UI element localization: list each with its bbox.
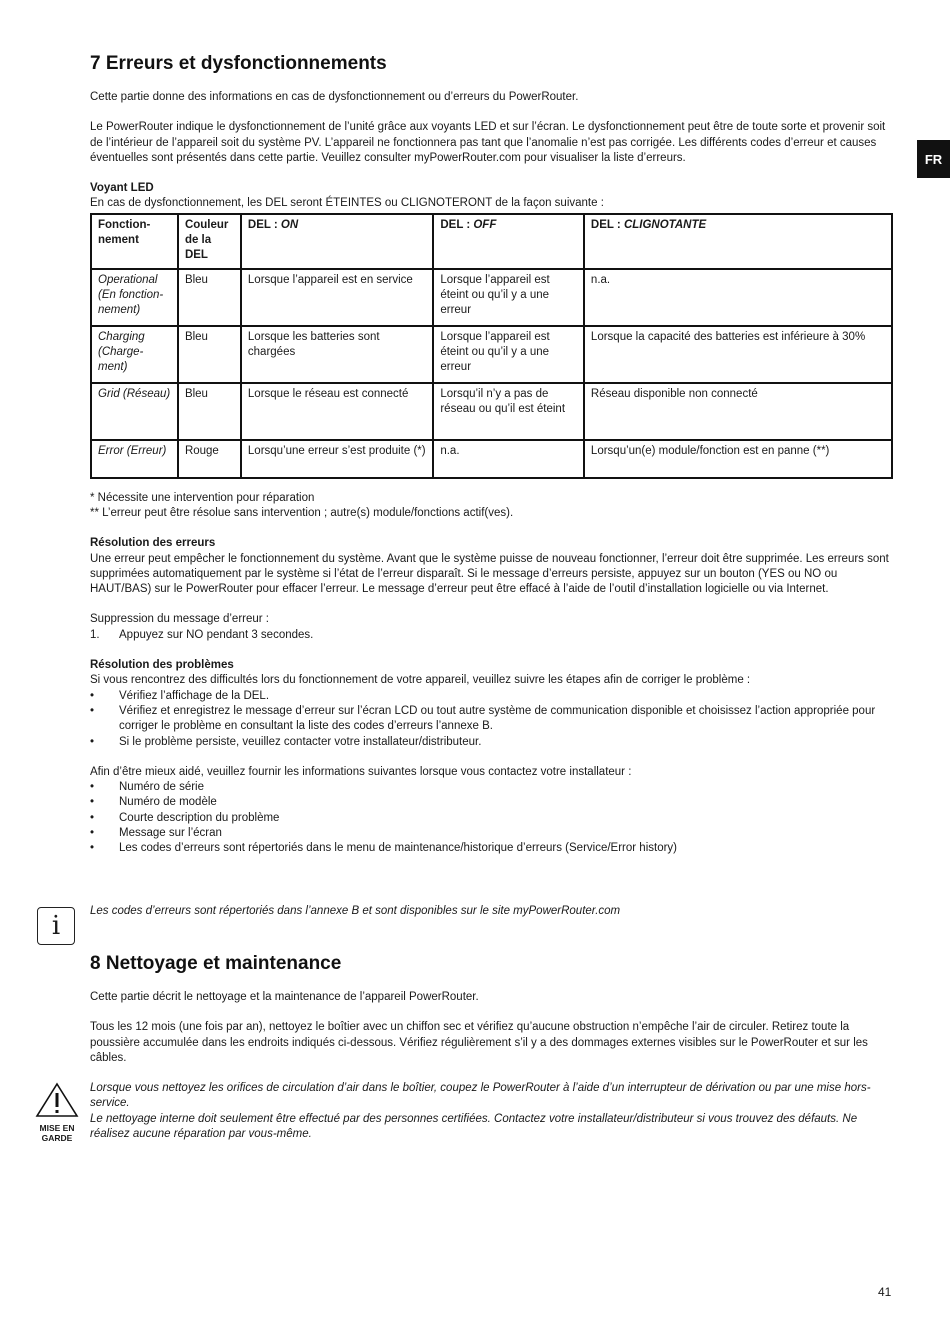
cell-off: Lorsque l’appareil est éteint ou qu’il y a une erreur	[433, 326, 584, 383]
list-item: • Numéro de modèle	[90, 795, 892, 810]
section-8-intro: Cette partie décrit le nettoyage et la maintenance de l’appareil PowerRouter.	[90, 991, 479, 1003]
suppression-label: Suppression du message d’erreur :	[90, 613, 269, 626]
header-color: Couleur de la DEL	[178, 214, 241, 269]
info-icon: i	[37, 907, 75, 945]
error-resolution-heading: Résolution des erreurs	[90, 537, 216, 550]
list-item: • Message sur l’écran	[90, 826, 892, 841]
table-row	[91, 440, 892, 478]
cell-function: Grid (Réseau)	[91, 383, 178, 440]
problem-resolution-heading: Résolution des problèmes	[90, 659, 234, 672]
cell-on: Lorsqu’une erreur s’est produite (*)	[241, 440, 433, 478]
cell-color: Rouge	[178, 440, 241, 478]
section-7	[90, 52, 892, 857]
warning-triangle-icon	[35, 1082, 79, 1118]
cell-on: Lorsque l’appareil est en service	[241, 269, 433, 326]
warning-label: MISE EN GARDE	[39, 1123, 75, 1143]
list-item: • Courte description du problème	[90, 811, 892, 826]
header-function: Fonction-nement	[91, 214, 178, 269]
header-off: DEL : OFF	[433, 214, 584, 269]
table-row	[91, 383, 892, 440]
list-item: • Vérifiez et enregistrez le message d’erreur sur l’écran LCD ou tout autre système de communication disponible et choisissez l’action appropriée pour corriger le problème en consultant la liste des codes d’erreurs l’annexe B.	[90, 704, 892, 735]
warning-text	[90, 1081, 890, 1142]
problem-resolution-intro: Si vous rencontrez des difficultés lors du fonctionnement de votre appareil, veuillez suivre les étapes afin de corriger le problème :	[90, 674, 751, 687]
footnote-2: ** L’erreur peut être résolue sans intervention ; autre(s) module/fonctions actif(ves).	[90, 506, 514, 519]
cell-color: Bleu	[178, 269, 241, 326]
cell-function: Error (Erreur)	[91, 440, 178, 478]
cell-on: Lorsque le réseau est connecté	[241, 383, 433, 440]
footnote-1: * Nécessite une intervention pour réparation	[90, 491, 315, 504]
header-on: DEL : ON	[241, 214, 433, 269]
led-status-table	[90, 213, 893, 479]
language-tab: FR	[917, 140, 950, 178]
cell-blink: Réseau disponible non connecté	[584, 383, 892, 440]
section-7-description: Le PowerRouter indique le dysfonctionnement de l’unité grâce aux voyants LED et sur l’écran. Le dysfonctionnement peut être de toute sorte et provenir soit de l’intérieur de l’appareil soit du système PV. L’appareil ne fonctionnera pas tant que l’anomalie n’est pas corrigée. Les différents codes d’erreur et causes éventuelles sont présentés dans cette partie. Veuillez consulter myPowerRouter.com pour visualiser la liste d’erreurs.	[90, 121, 886, 164]
led-heading: Voyant LED	[90, 182, 154, 195]
info-note: Les codes d’erreurs sont répertoriés dans l’annexe B et sont disponibles sur le site myPowerRouter.com	[90, 905, 621, 917]
led-intro: En cas de dysfonctionnement, les DEL seront ÉTEINTES ou CLIGNOTERONT de la façon suivante :	[90, 197, 604, 210]
cell-color: Bleu	[178, 326, 241, 383]
cell-on: Lorsque les batteries sont chargées	[241, 326, 433, 383]
header-blink: DEL : CLIGNOTANTE	[584, 214, 892, 269]
list-item: 1. Appuyez sur NO pendant 3 secondes.	[90, 628, 892, 643]
section-7-intro: Cette partie donne des informations en cas de dysfonctionnement ou d’erreurs du PowerRouter.	[90, 91, 579, 103]
cell-function: Operational (En fonction-nement)	[91, 269, 178, 326]
list-item: • Vérifiez l’affichage de la DEL.	[90, 689, 892, 704]
page-number: 41	[878, 1285, 892, 1299]
table-header-row	[91, 214, 892, 269]
cell-off: n.a.	[433, 440, 584, 478]
step-number: 1.	[90, 628, 100, 641]
section-8-title: 8 Nettoyage et maintenance	[90, 953, 342, 974]
cell-color: Bleu	[178, 383, 241, 440]
warning-block	[35, 1082, 79, 1143]
cell-off: Lorsqu’il n’y a pas de réseau ou qu’il est éteint	[433, 383, 584, 440]
cell-blink: n.a.	[584, 269, 892, 326]
cell-off: Lorsque l’appareil est éteint ou qu’il y a une erreur	[433, 269, 584, 326]
problem-resolution-list	[90, 689, 892, 750]
table-footnotes	[90, 491, 892, 522]
warning-text-2: Le nettoyage interne doit seulement être effectué par des personnes certifiées. Contactez votre installateur/distributeur si vous trouvez des défauts. Ne réalisez aucune réparation par vous-même.	[90, 1112, 858, 1140]
contact-intro: Afin d’être mieux aidé, veuillez fournir les informations suivantes lorsque vous contactez votre installateur :	[90, 765, 632, 778]
section-8	[90, 952, 892, 1066]
error-resolution-text: Une erreur peut empêcher le fonctionnement du système. Avant que le système puisse de nouveau fonctionner, l’erreur doit être supprimée. Les erreurs sont supprimées automatiquement par le système si l’état de l’erreur disparaît. Si le message d’erreurs persiste, appuyez sur un bouton (YES ou NO ou HAUT/BAS) sur le PowerRouter pour effacer l’erreur. Le message d’erreur peut être effacé à l’aide de l’outil d’installation logicielle ou via Internet.	[90, 552, 889, 596]
section-8-description: Tous les 12 mois (une fois par an), nettoyez le boîtier avec un chiffon sec et vérifiez qu’aucune obstruction n’empêche l’air de circuler. Retirez toute la poussière accumulée dans les endroits indiqués ci-dessous. Vérifiez régulièrement s’il y a des dommages externes visibles sur le PowerRouter et sur les câbles.	[90, 1021, 868, 1064]
table-row	[91, 326, 892, 383]
cell-blink: Lorsqu’un(e) module/fonction est en panne (**)	[584, 440, 892, 478]
cell-function: Charging (Charge-ment)	[91, 326, 178, 383]
list-item: • Les codes d’erreurs sont répertoriés dans le menu de maintenance/historique d’erreurs (Service/Error history)	[90, 841, 892, 856]
contact-info-list	[90, 780, 892, 856]
suppression-steps	[90, 628, 892, 643]
list-item: • Si le problème persiste, veuillez contacter votre installateur/distributeur.	[90, 735, 892, 750]
warning-text-1: Lorsque vous nettoyez les orifices de circulation d’air dans le boîtier, coupez le PowerRouter à l’aide d’un interrupteur de dérivation ou par une mise hors-service.	[90, 1082, 871, 1110]
section-7-title: 7 Erreurs et dysfonctionnements	[90, 53, 387, 74]
table-row	[91, 269, 892, 326]
list-item: • Numéro de série	[90, 780, 892, 795]
cell-blink: Lorsque la capacité des batteries est inférieure à 30%	[584, 326, 892, 383]
